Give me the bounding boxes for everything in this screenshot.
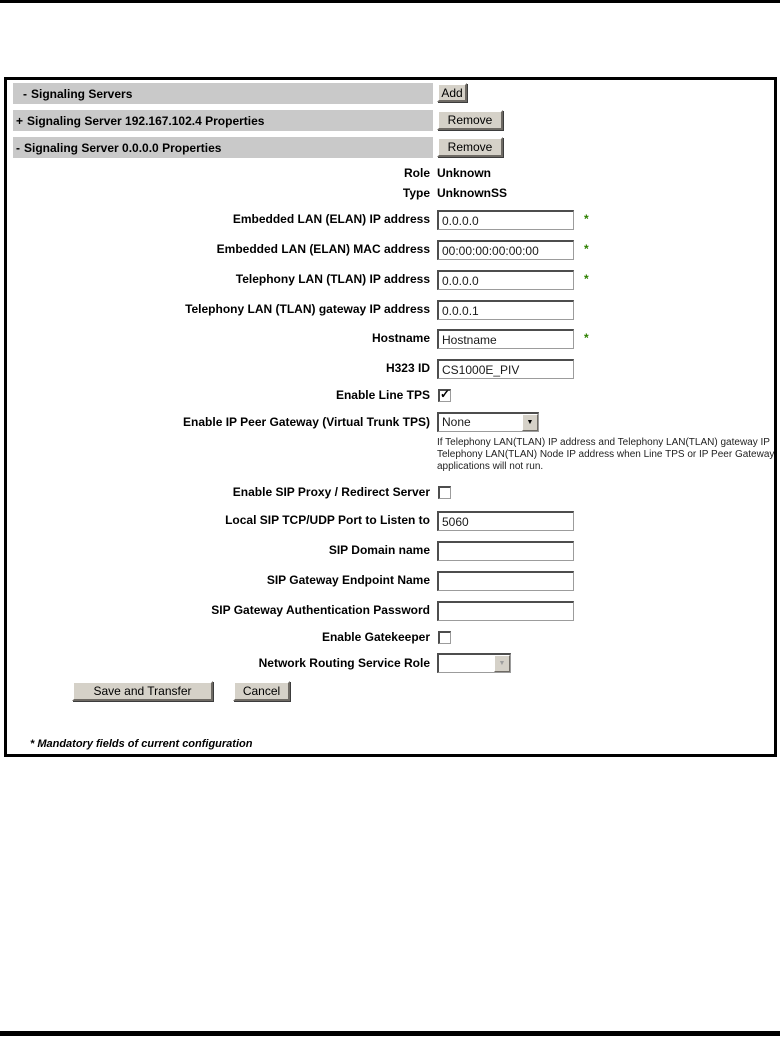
top-divider: [0, 0, 780, 3]
hostname-field[interactable]: [437, 329, 574, 349]
section-title: Signaling Server 0.0.0.0 Properties: [24, 140, 222, 155]
required-asterisk: *: [584, 212, 589, 226]
checkmark-icon: ✓: [440, 387, 451, 401]
signaling-servers-panel: [4, 77, 777, 757]
bottom-divider: [0, 1031, 780, 1036]
hostname-label: Hostname: [371, 331, 430, 345]
remove-button-server-192-167-102-4[interactable]: Remove: [437, 110, 503, 130]
required-asterisk: *: [584, 242, 589, 256]
type-label: Type: [402, 186, 430, 200]
sip-endpoint-name-field[interactable]: [437, 571, 574, 591]
sip-auth-password-label: SIP Gateway Authentication Password: [211, 603, 430, 617]
note-line: Telephony LAN(TLAN) Node IP address when Line TPS or IP Peer Gateway: [437, 449, 774, 460]
enable-sip-proxy-label: Enable SIP Proxy / Redirect Server: [232, 485, 430, 499]
tlan-warning-note: [437, 437, 774, 473]
section-header-server-0-0-0-0[interactable]: [13, 137, 433, 158]
nrs-role-select[interactable]: [437, 653, 511, 673]
tlan-gateway-field[interactable]: [437, 300, 574, 320]
elan-ip-label: Embedded LAN (ELAN) IP address: [232, 212, 430, 226]
tlan-ip-field[interactable]: [437, 270, 574, 290]
mandatory-fields-footnote: * Mandatory fields of current configuration: [30, 738, 253, 750]
dropdown-arrow-icon[interactable]: ▼: [522, 414, 538, 431]
sip-port-field[interactable]: [437, 511, 574, 531]
required-asterisk: *: [584, 331, 589, 345]
enable-line-tps-checkbox[interactable]: [438, 389, 451, 402]
ip-peer-gateway-label: Enable IP Peer Gateway (Virtual Trunk TPS): [183, 415, 430, 429]
enable-line-tps-label: Enable Line TPS: [335, 388, 430, 402]
collapse-icon[interactable]: -: [23, 86, 27, 101]
cancel-button[interactable]: Cancel: [233, 681, 290, 701]
enable-sip-proxy-checkbox[interactable]: [438, 486, 451, 499]
add-button[interactable]: Add: [437, 83, 467, 102]
elan-mac-label: Embedded LAN (ELAN) MAC address: [216, 242, 430, 256]
sip-endpoint-name-label: SIP Gateway Endpoint Name: [266, 573, 430, 587]
remove-button-server-0-0-0-0[interactable]: Remove: [437, 137, 503, 157]
nrs-role-label: Network Routing Service Role: [258, 656, 430, 670]
sip-domain-label: SIP Domain name: [328, 543, 430, 557]
expand-icon[interactable]: +: [16, 113, 24, 128]
dropdown-arrow-icon: ▼: [494, 655, 510, 672]
collapse-icon[interactable]: -: [16, 140, 20, 155]
enable-gatekeeper-checkbox[interactable]: [438, 631, 451, 644]
elan-ip-field[interactable]: [437, 210, 574, 230]
required-asterisk: *: [584, 272, 589, 286]
save-and-transfer-button[interactable]: Save and Transfer: [72, 681, 213, 701]
sip-domain-field[interactable]: [437, 541, 574, 561]
role-label: Role: [403, 166, 430, 180]
note-line: If Telephony LAN(TLAN) IP address and Telephony LAN(TLAN) gateway IP: [437, 437, 770, 448]
h323-id-field[interactable]: [437, 359, 574, 379]
role-value: Unknown: [437, 166, 491, 180]
tlan-gateway-label: Telephony LAN (TLAN) gateway IP address: [185, 302, 430, 316]
tlan-ip-label: Telephony LAN (TLAN) IP address: [235, 272, 430, 286]
selected-option: None: [442, 415, 471, 429]
section-header-signaling-servers[interactable]: [13, 83, 433, 104]
type-value: UnknownSS: [437, 186, 508, 200]
elan-mac-field[interactable]: [437, 240, 574, 260]
sip-port-label: Local SIP TCP/UDP Port to Listen to: [225, 513, 430, 527]
h323-id-label: H323 ID: [385, 361, 430, 375]
section-header-server-192-167-102-4[interactable]: [13, 110, 433, 131]
ip-peer-gateway-select[interactable]: [437, 412, 539, 432]
enable-gatekeeper-label: Enable Gatekeeper: [321, 630, 430, 644]
note-line: applications will not run.: [437, 461, 544, 472]
sip-auth-password-field[interactable]: [437, 601, 574, 621]
section-title: Signaling Servers: [31, 86, 133, 101]
section-title: Signaling Server 192.167.102.4 Properties: [27, 113, 265, 128]
